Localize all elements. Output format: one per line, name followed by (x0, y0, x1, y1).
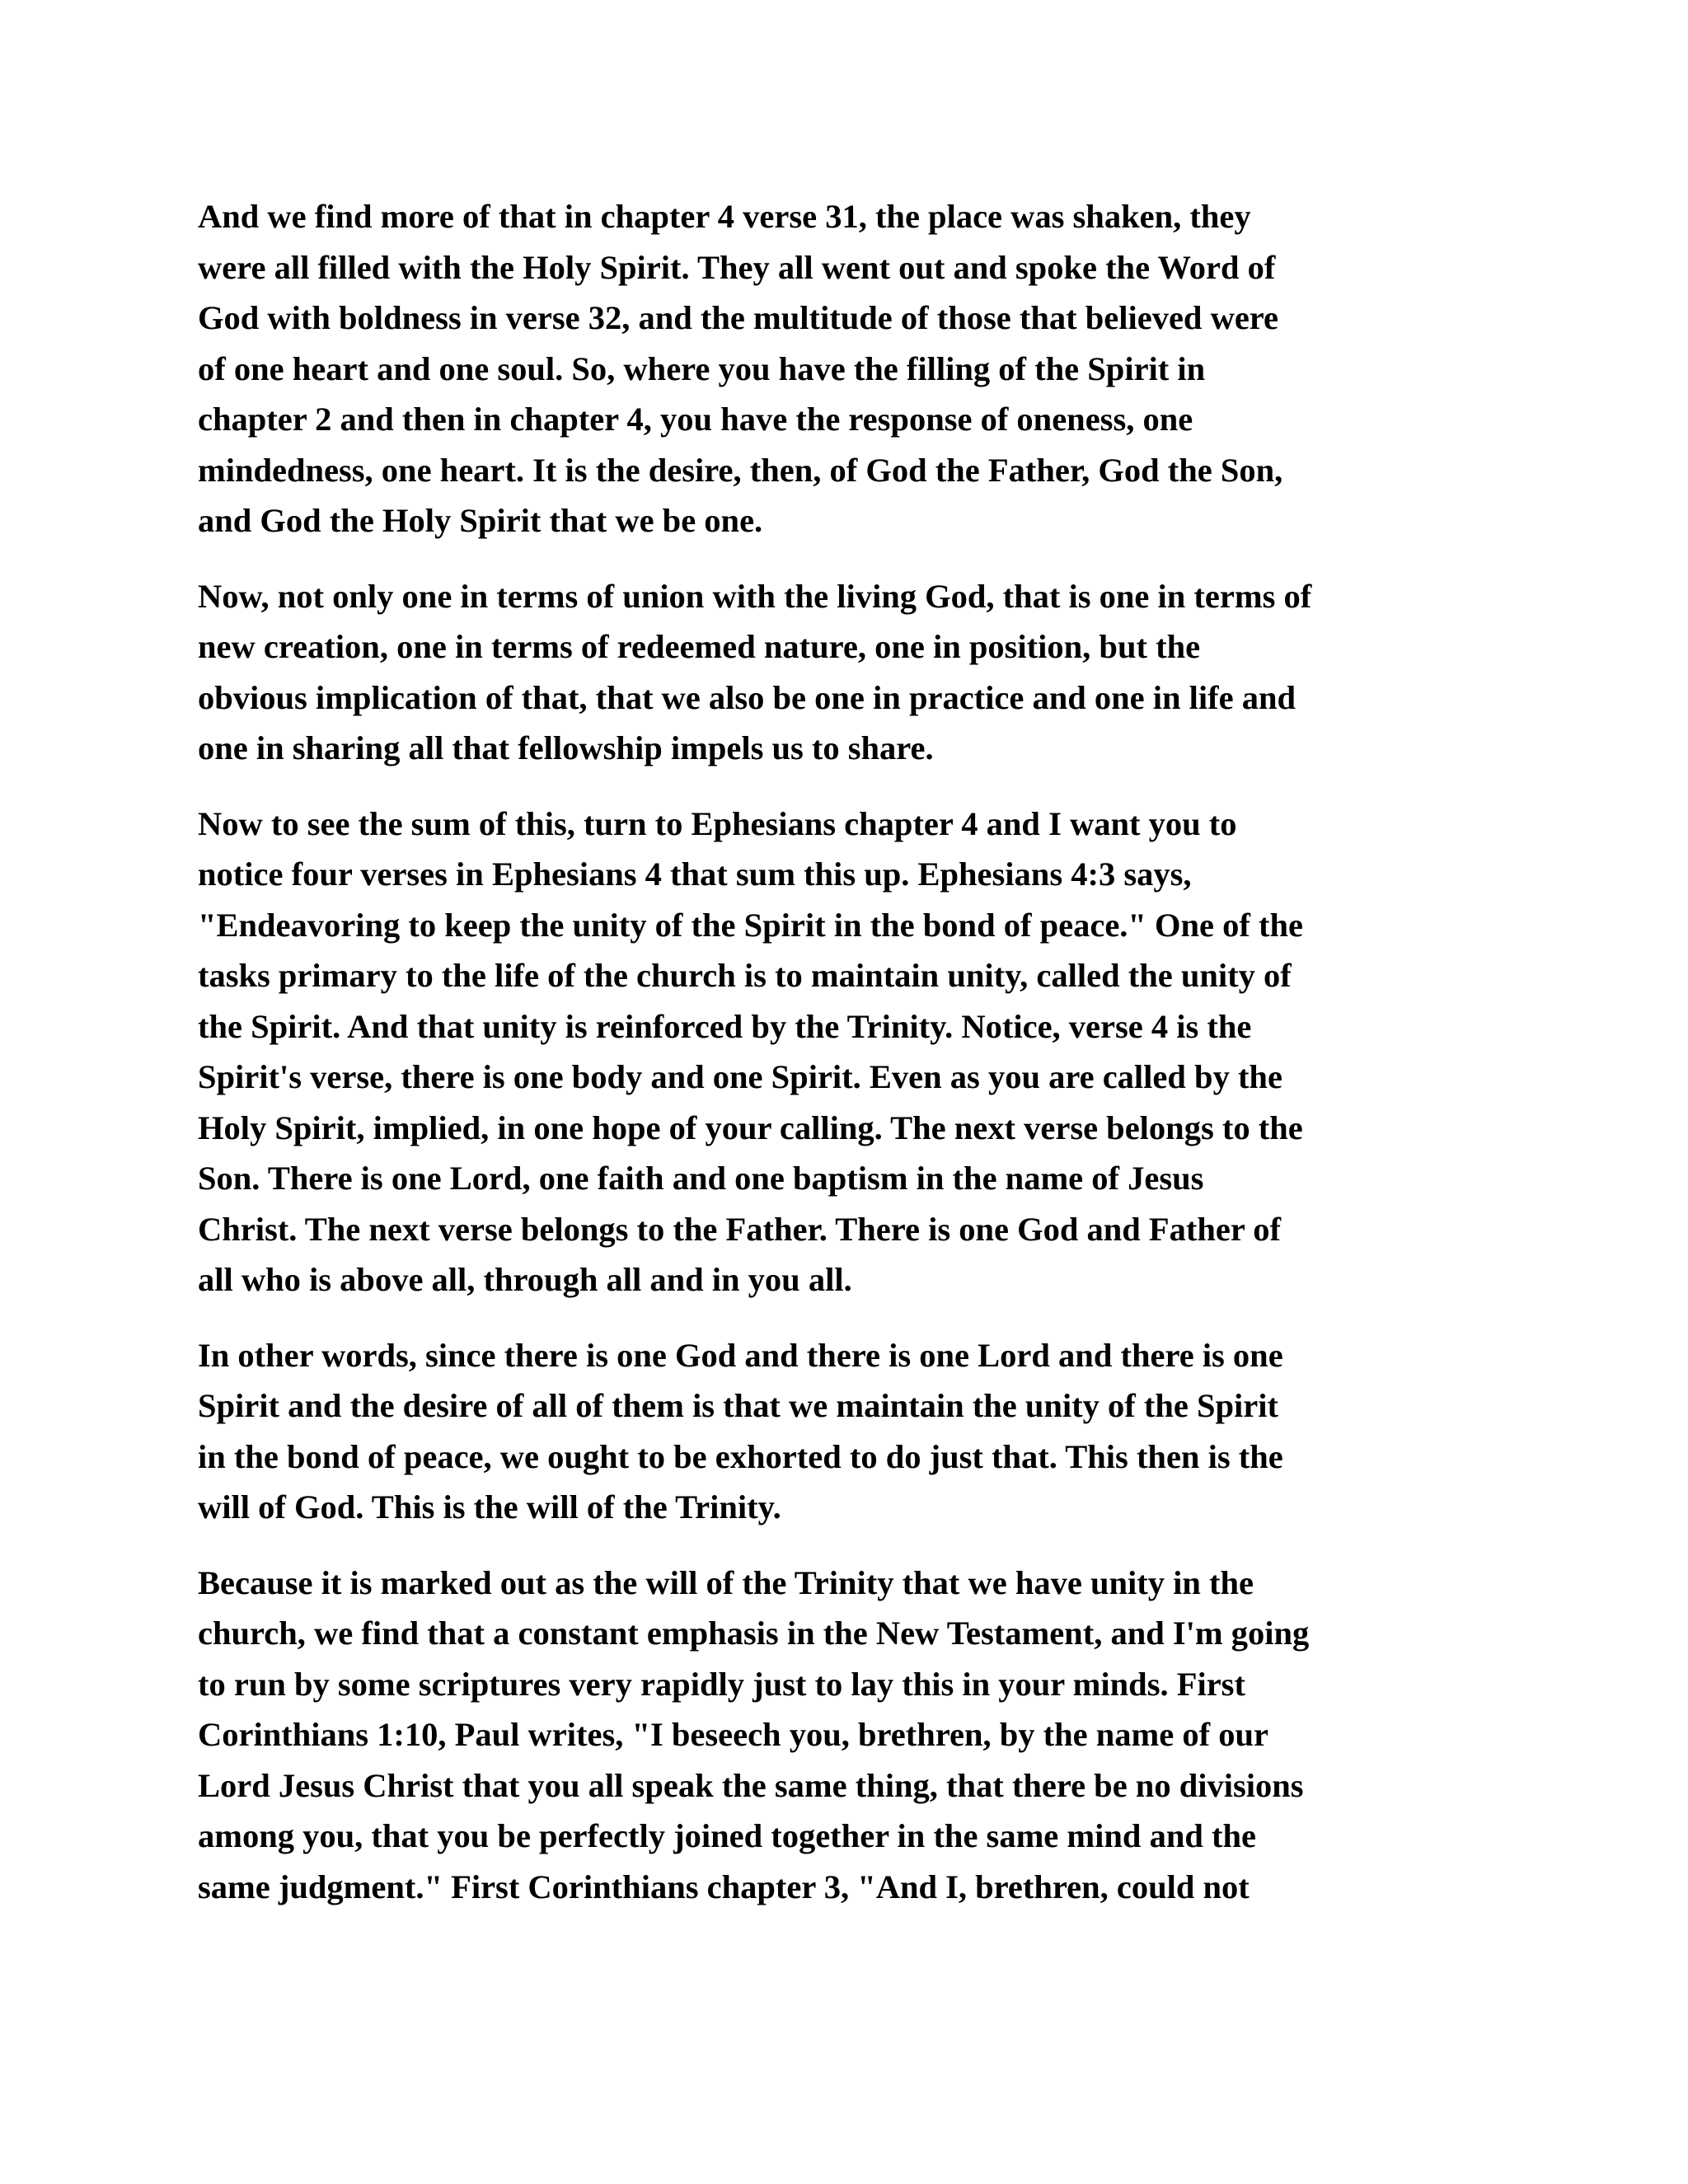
text-line: were all filled with the Holy Spirit. They all went out and spoke the Word of (198, 248, 1276, 286)
text-line: in the bond of peace, we ought to be exhorted to do just that. This then is the (198, 1437, 1283, 1475)
text-line: God with boldness in verse 32, and the multitude of those that believed were (198, 299, 1279, 336)
text-line: of one heart and one soul. So, where you have the filling of the Spirit in (198, 349, 1206, 387)
text-line: And we find more of that in chapter 4 verse 31, the place was shaken, they (198, 198, 1251, 235)
text-line: tasks primary to the life of the church is to maintain unity, called the unity of (198, 957, 1292, 994)
text-line: same judgment." First Corinthians chapter 3, "And I, brethren, could not (198, 1868, 1250, 1905)
text-line: Now, not only one in terms of union with the living God, that is one in terms of (198, 577, 1312, 615)
text-line: obvious implication of that, that we also be one in practice and one in life and (198, 678, 1296, 716)
text-line: chapter 2 and then in chapter 4, you have the response of oneness, one (198, 401, 1193, 438)
text-line: "Endeavoring to keep the unity of the Spirit in the bond of peace." One of the (198, 906, 1304, 944)
text-line: notice four verses in Ephesians 4 that sum this up. Ephesians 4:3 says, (198, 855, 1192, 893)
text-line: Now to see the sum of this, turn to Ephesians chapter 4 and I want you to (198, 804, 1237, 842)
text-line: the Spirit. And that unity is reinforced by the Trinity. Notice, verse 4 is the (198, 1007, 1252, 1045)
paragraph-1 (198, 191, 1500, 546)
text-line: mindedness, one heart. It is the desire, then, of God the Father, God the Son, (198, 451, 1283, 489)
text-line: new creation, one in terms of redeemed nature, one in position, but the (198, 628, 1201, 665)
text-line: church, we find that a constant emphasis in the New Testament, and I'm going (198, 1615, 1310, 1652)
paragraph-3 (198, 799, 1500, 1305)
text-line: among you, that you be perfectly joined together in the same mind and the (198, 1817, 1256, 1854)
text-line: Because it is marked out as the will of the Trinity that we have unity in the (198, 1563, 1254, 1601)
paragraph-2 (198, 571, 1500, 774)
text-line: one in sharing all that fellowship impels us to share. (198, 729, 934, 766)
text-line: all who is above all, through all and in you all. (198, 1261, 852, 1298)
document-body (198, 191, 1500, 1937)
text-line: to run by some scriptures very rapidly just to lay this in your minds. First (198, 1665, 1245, 1703)
text-line: Son. There is one Lord, one faith and one baptism in the name of Jesus (198, 1160, 1204, 1197)
paragraph-4 (198, 1330, 1500, 1533)
text-line: Holy Spirit, implied, in one hope of your calling. The next verse belongs to the (198, 1108, 1303, 1146)
text-line: will of God. This is the will of the Trinity. (198, 1488, 781, 1526)
text-line: Lord Jesus Christ that you all speak the same thing, that there be no divisions (198, 1766, 1304, 1804)
text-line: and God the Holy Spirit that we be one. (198, 502, 763, 539)
text-line: Christ. The next verse belongs to the Father. There is one God and Father of (198, 1210, 1281, 1248)
text-line: Spirit and the desire of all of them is that we maintain the unity of the Spirit (198, 1387, 1279, 1424)
paragraph-5 (198, 1558, 1500, 1913)
text-line: Spirit's verse, there is one body and one Spirit. Even as you are called by the (198, 1058, 1282, 1095)
text-line: In other words, since there is one God and there is one Lord and there is one (198, 1336, 1283, 1374)
text-line: Corinthians 1:10, Paul writes, "I beseech you, brethren, by the name of our (198, 1716, 1268, 1753)
